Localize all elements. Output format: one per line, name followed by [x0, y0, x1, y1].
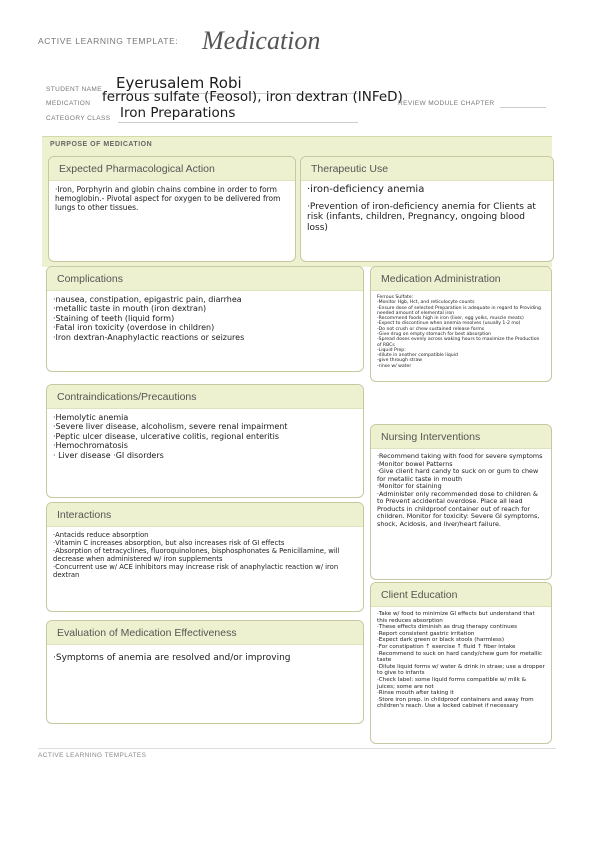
medication-value: ferrous sulfate (Feosol), iron dextran (INFeD) — [102, 89, 403, 105]
expected-action-text: ·Iron, Porphyrin and globin chains combine in order to form hemoglobin.- Pivotal aspect for oxygen to be delivered from lungs to other tissues. — [55, 185, 281, 212]
nursing-interventions-card — [370, 424, 552, 580]
therapeutic-use-title: Therapeutic Use — [301, 157, 553, 181]
evaluation-card — [46, 620, 364, 724]
client-education-card — [370, 582, 552, 744]
template-label: ACTIVE LEARNING TEMPLATE: — [38, 36, 179, 46]
footer-divider — [38, 748, 556, 749]
category-class-label: CATEGORY CLASS — [46, 115, 111, 122]
nursing-interventions-text: ·Recommend taking with food for severe symptoms ·Monitor bowel Patterns ·Give client hard candy to suck on or gum to chew for metallic taste in mouth ·Monitor for staining ·Administer only recommended dose to children & to Prevent accidental overdose. Place all lead Products in childproof container out of reach for children. Monitor for toxicity: Severe GI symptoms, shock, Acidosis, and liver/heart failure. — [377, 452, 543, 528]
complications-text: ·nausea, constipation, epigastric pain, diarrhea ·metallic taste in mouth (iron dextran) ·Staining of teeth (liquid form) ·Fatal iron toxicity (overdose in children) ·Iron dextran-Anaphylactic reactions or seizures — [53, 295, 245, 342]
expected-action-card — [48, 156, 296, 262]
purpose-label: PURPOSE OF MEDICATION — [50, 141, 153, 148]
category-class-line — [118, 122, 358, 123]
contraindications-card — [46, 384, 364, 498]
evaluation-text: ·Symptoms of anemia are resolved and/or improving — [53, 653, 291, 663]
interactions-text: ·Antacids reduce absorption ·Vitamin C increases absorption, but also increases risk of GI effects ·Absorption of tetracyclines, fluoroquinolones, bisphosphonates & Penicillamine, will decrease when administered w/ iron supplements ·Concurrent use w/ ACE inhibitors may increase risk of anaphylactic reaction w/ iron dextran — [53, 531, 340, 580]
review-module-label: REVIEW MODULE CHAPTER — [398, 100, 495, 107]
client-education-title: Client Education — [371, 583, 551, 607]
interactions-card — [46, 502, 364, 612]
template-title: Medication — [202, 26, 321, 55]
contraindications-title: Contraindications/Precautions — [47, 385, 363, 409]
interactions-title: Interactions — [47, 503, 363, 527]
therapeutic-use-card — [300, 156, 554, 262]
nursing-interventions-title: Nursing Interventions — [371, 425, 551, 449]
medication-label: MEDICATION — [46, 100, 91, 107]
administration-text: Ferrous Sulfate: -Monitor Hgb, Hct, and reticulocyte counts -Ensure dose of selected Preparation is adequate in regard to Providing needed amount of elemental iron -Recommend foods high in iron (liver, egg yolks, muscle meats) -Expect to discontinue when anemia resolves (usually 1-2 mo) -Do not crush or chew sustained release forms -Give drug on empty stomach for best absorption -Spread doses evenly across waking hours to maximize the Production of RBCs -Liquid Prep: -dilute in another compatible liquid -give through straw -rinse w/ water — [377, 295, 541, 369]
complications-title: Complications — [47, 267, 363, 291]
student-name-value: Eyerusalem Robi — [116, 74, 242, 92]
complications-card — [46, 266, 364, 372]
therapeutic-use-line2: ·Prevention of iron-deficiency anemia for Clients at risk (infants, children, Pregnancy, ongoing blood loss) — [307, 201, 536, 234]
contraindications-text: ·Hemolytic anemia ·Severe liver disease, alcoholism, severe renal impairment ·Peptic ulcer disease, ulcerative colitis, regional enteritis ·Hemochromatosis · Liver disease ·GI disorders — [53, 413, 288, 460]
category-class-value: Iron Preparations — [120, 105, 236, 121]
administration-card — [370, 266, 552, 382]
student-name-label: STUDENT NAME — [46, 86, 102, 93]
client-education-text: ·Take w/ food to minimize GI effects but understand that this reduces absorption ·These effects diminish as drug therapy continues ·Report consistent gastric irritation ·Expect dark green or black stools (harmless) ·For constipation ↑ exercise ↑ fluid ↑ fiber intake ·Recommend to suck on hard candy/chew gum for metallic taste ·Dilute liquid forms w/ water & drink in straw; use a dropper to give to infants ·Check label: some liquid forms compatible w/ milk & juices; some are not ·Rinse mouth after taking it ·Store iron prep. in childproof containers and away from children's reach. Use a locked cabinet if necessary — [377, 611, 545, 710]
footer-label: ACTIVE LEARNING TEMPLATES — [38, 752, 147, 759]
administration-title: Medication Administration — [371, 267, 551, 291]
therapeutic-use-line1: ·iron-deficiency anemia — [307, 184, 425, 195]
expected-action-title: Expected Pharmacological Action — [49, 157, 295, 181]
review-module-line — [500, 107, 546, 108]
evaluation-title: Evaluation of Medication Effectiveness — [47, 621, 363, 645]
